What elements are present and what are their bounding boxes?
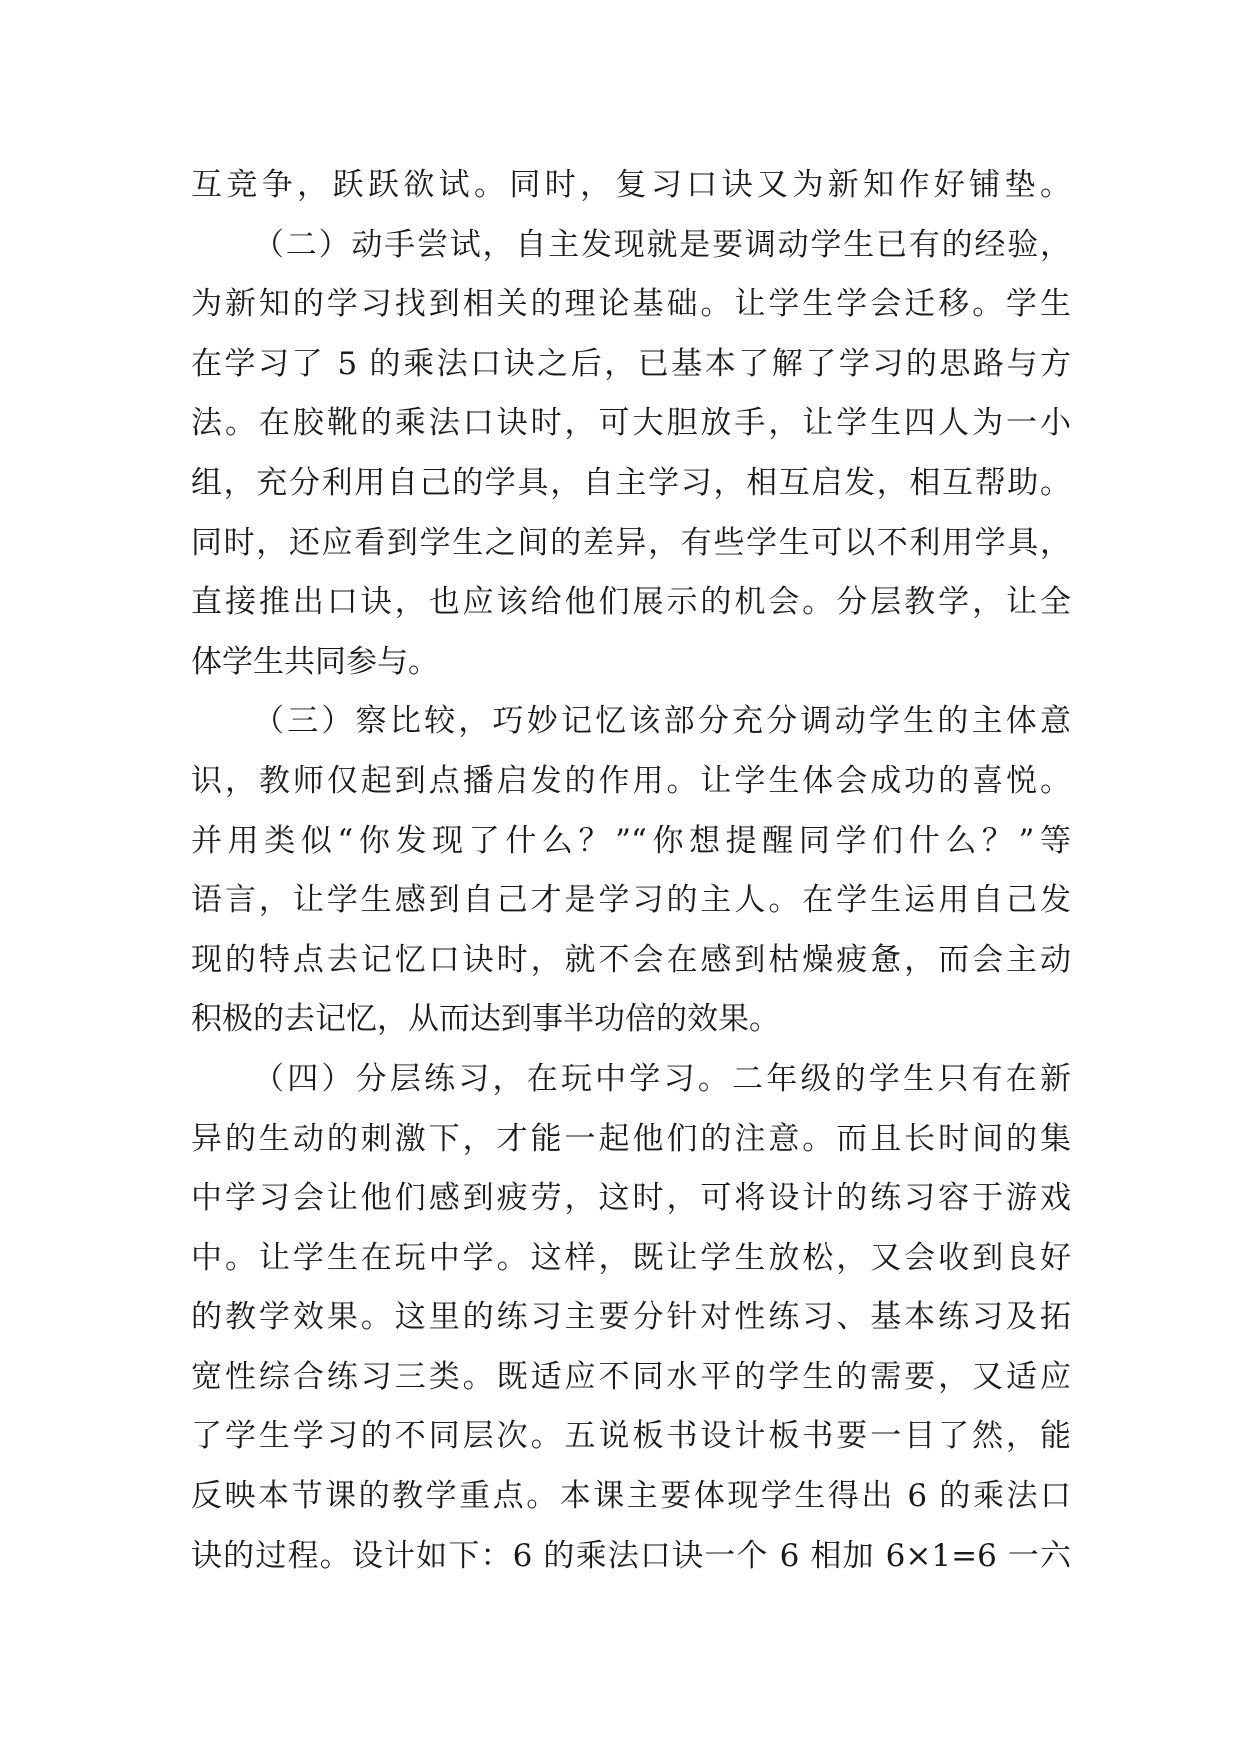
text-line: 互竞争，跃跃欲试。同时，复习口诀又为新知作好铺垫。 <box>191 167 1071 203</box>
text-line: 中。让学生在玩中学。这样，既让学生放松，又会收到良好 <box>191 1239 1071 1276</box>
text-line: 诀的过程。设计如下：6 的乘法口诀一个 6 相加 6×1=6 一六 <box>191 1537 1071 1574</box>
text-line: 了学生学习的不同层次。五说板书设计板书要一目了然，能 <box>191 1418 1071 1455</box>
text-line: 反映本节课的教学重点。本课主要体现学生得出 6 的乘法口 <box>191 1478 1071 1515</box>
paragraph-3-start: （三）察比较，巧妙记忆该部分充分调动学生的主体意 <box>253 703 1071 740</box>
text-line: 同时，还应看到学生之间的差异，有些学生可以不利用学具， <box>191 524 1071 561</box>
paragraph-2-start: （二）动手尝试，自主发现就是要调动学生已有的经验， <box>253 226 1071 263</box>
text-line: 直接推出口诀，也应该给他们展示的机会。分层教学，让全 <box>191 584 1071 621</box>
text-line: 的教学效果。这里的练习主要分针对性练习、基本练习及拓 <box>191 1299 1071 1336</box>
text-line: 并用类似“你发现了什么？”“你想提醒同学们什么？”等 <box>191 822 1071 859</box>
text-line: 为新知的学习找到相关的理论基础。让学生学会迁移。学生 <box>191 286 1071 323</box>
paragraph-4-start: （四）分层练习，在玩中学习。二年级的学生只有在新 <box>253 1060 1071 1097</box>
body-text <box>191 156 1071 1586</box>
text-line: 识，教师仅起到点播启发的作用。让学生体会成功的喜悦。 <box>191 762 1071 799</box>
text-line: 语言，让学生感到自己才是学习的主人。在学生运用自己发 <box>191 882 1071 919</box>
text-line: 现的特点去记忆口诀时，就不会在感到枯燥疲惫，而会主动 <box>191 941 1071 978</box>
text-line: 异的生动的刺激下，才能一起他们的注意。而且长时间的集 <box>191 1120 1071 1157</box>
text-line: 积极的去记忆，从而达到事半功倍的效果。 <box>191 1001 780 1038</box>
text-line: 在学习了 5 的乘法口诀之后，已基本了解了学习的思路与方 <box>191 345 1071 382</box>
text-line: 体学生共同参与。 <box>191 643 439 680</box>
text-line: 宽性综合练习三类。既适应不同水平的学生的需要，又适应 <box>191 1358 1071 1395</box>
text-line: 中学习会让他们感到疲劳，这时，可将设计的练习容于游戏 <box>191 1180 1071 1217</box>
text-line: 组，充分利用自己的学具，自主学习，相互启发，相互帮助。 <box>191 464 1071 501</box>
text-line: 法。在胶靴的乘法口诀时，可大胆放手，让学生四人为一小 <box>191 405 1071 442</box>
